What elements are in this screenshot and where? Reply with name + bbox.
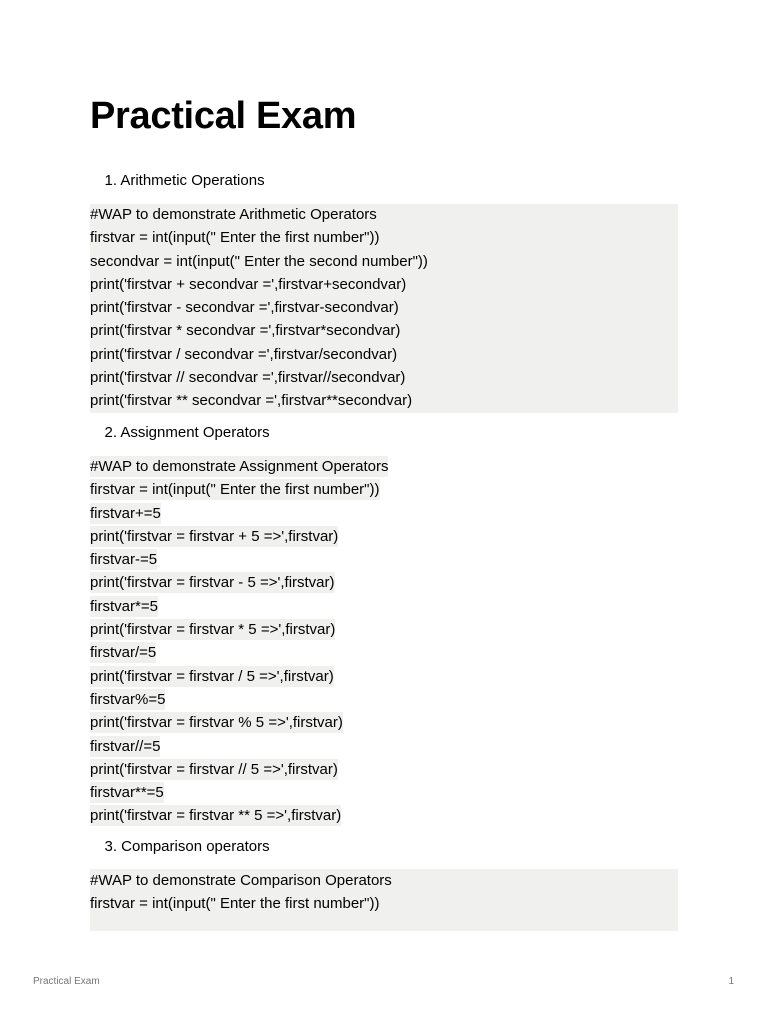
section-heading-assignment — [90, 423, 270, 443]
section-number: 1. — [104, 172, 117, 189]
code-line: firstvar**=5 — [90, 784, 164, 802]
section-number: 3. — [104, 838, 117, 855]
code-line: firstvar+=5 — [90, 504, 161, 522]
code-line: firstvar = int(input(" Enter the first number")) — [90, 481, 380, 499]
footer-page-number: 1 — [728, 976, 734, 987]
code-line: firstvar/=5 — [90, 644, 157, 662]
code-line: print('firstvar + secondvar =',firstvar+secondvar) — [90, 275, 407, 293]
code-line: print('firstvar * secondvar =',firstvar*secondvar) — [90, 322, 401, 340]
code-line: #WAP to demonstrate Arithmetic Operators — [90, 206, 377, 223]
section-heading-arithmetic — [90, 171, 265, 191]
code-block-arithmetic — [90, 204, 678, 413]
code-line: print('firstvar = firstvar * 5 =>',firstvar) — [90, 621, 336, 639]
code-line: #WAP to demonstrate Assignment Operators — [90, 458, 389, 475]
code-line: print('firstvar = firstvar / 5 =>',firstvar) — [90, 667, 334, 685]
section-heading-comparison — [90, 837, 270, 857]
code-block-assignment — [90, 455, 388, 828]
section-number: 2. — [104, 424, 117, 441]
section-title: Arithmetic Operations — [120, 172, 265, 189]
page-title: Practical Exam — [90, 95, 357, 137]
code-line: firstvar%=5 — [90, 690, 166, 708]
code-line: print('firstvar = firstvar % 5 =>',firstvar) — [90, 714, 343, 732]
code-line: print('firstvar = firstvar ** 5 =>',firstvar) — [90, 807, 342, 825]
footer-doc-title: Practical Exam — [33, 976, 100, 987]
section-title: Assignment Operators — [120, 424, 270, 441]
code-line: firstvar-=5 — [90, 551, 158, 569]
code-line: print('firstvar - secondvar =',firstvar-secondvar) — [90, 299, 399, 317]
code-line: print('firstvar = firstvar // 5 =>',firstvar) — [90, 760, 338, 778]
section-title: Comparison operators — [121, 838, 270, 855]
code-line: firstvar = int(input(" Enter the first number")) — [90, 895, 380, 913]
code-line: print('firstvar ** secondvar =',firstvar**secondvar) — [90, 392, 413, 410]
code-line: print('firstvar = firstvar + 5 =>',firstvar) — [90, 527, 339, 545]
code-block-comparison — [90, 869, 678, 931]
code-line: firstvar//=5 — [90, 737, 161, 755]
code-line: print('firstvar // secondvar =',firstvar//secondvar) — [90, 369, 406, 387]
code-line: print('firstvar = firstvar - 5 =>',firstvar) — [90, 574, 335, 592]
code-line: print('firstvar / secondvar =',firstvar/secondvar) — [90, 345, 398, 363]
code-line: #WAP to demonstrate Comparison Operators — [90, 872, 392, 889]
code-line: firstvar = int(input(" Enter the first number")) — [90, 229, 380, 247]
code-line: firstvar*=5 — [90, 597, 158, 615]
code-line: secondvar = int(input(" Enter the second number")) — [90, 252, 428, 270]
